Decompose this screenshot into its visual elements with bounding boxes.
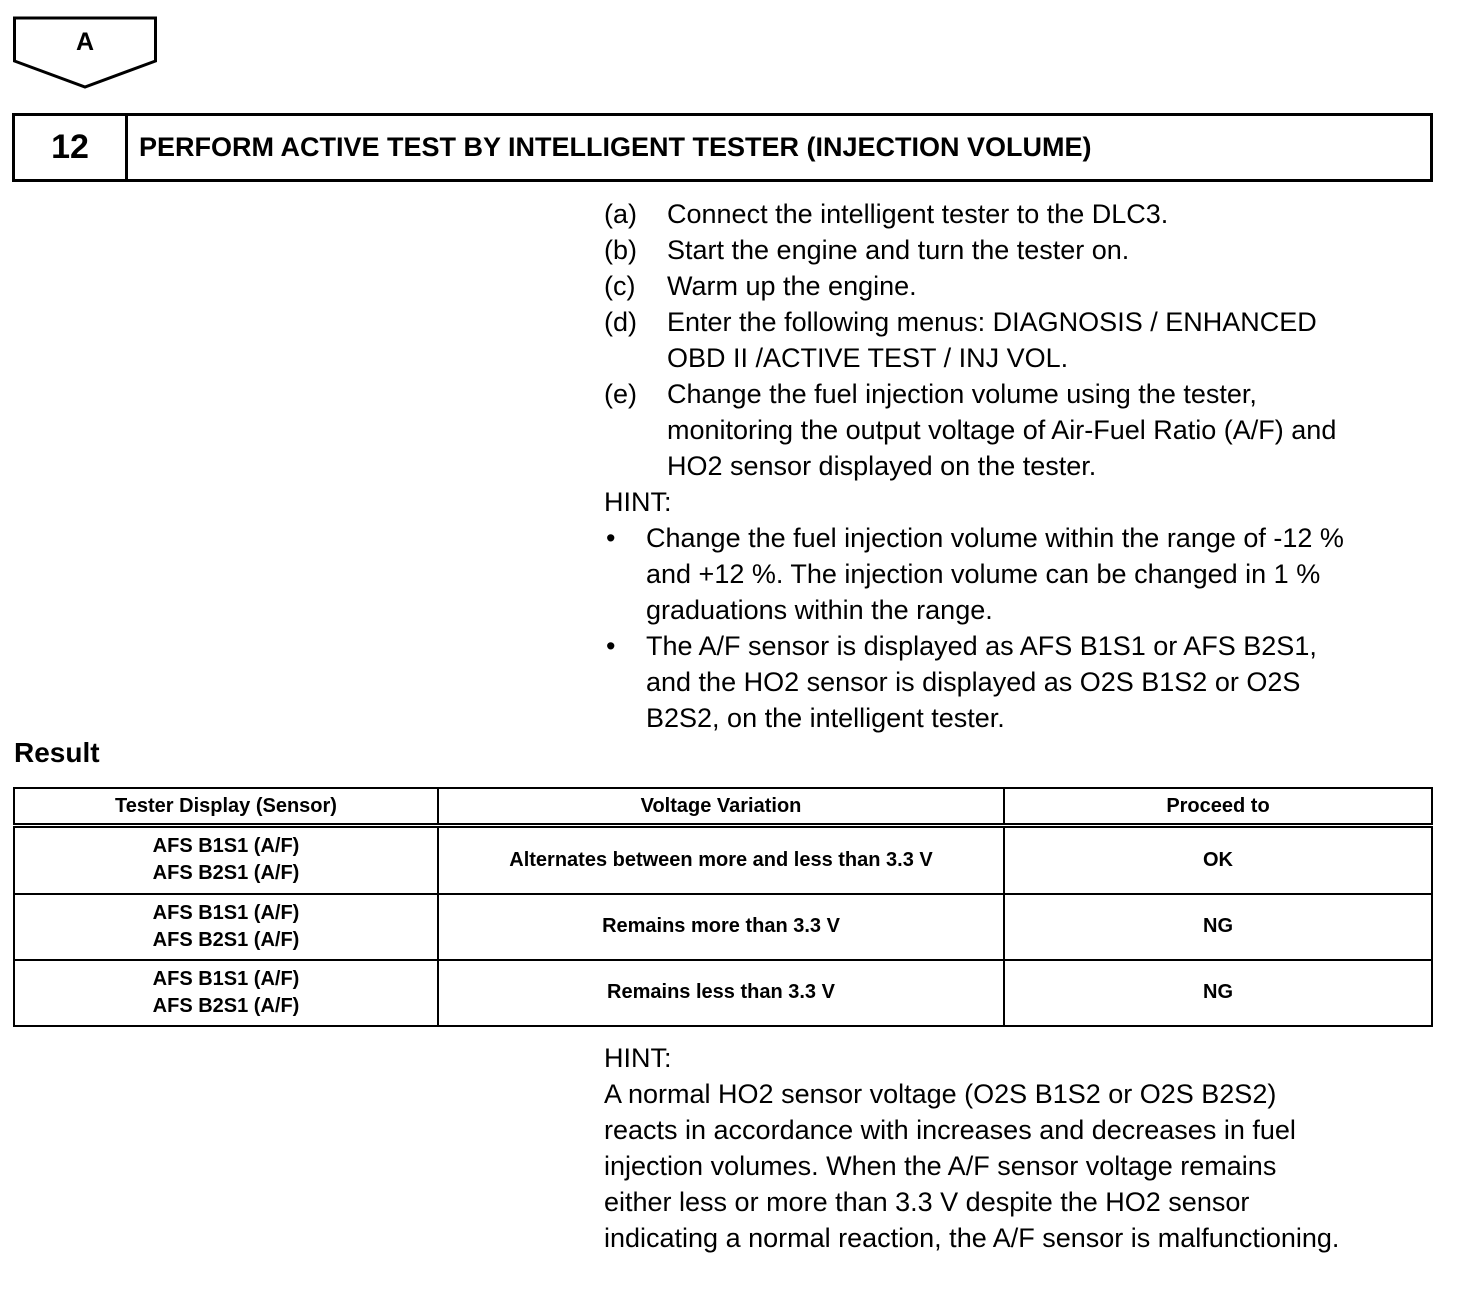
table-row bbox=[14, 960, 1432, 1026]
sensor-cell bbox=[14, 826, 438, 894]
instruction-step bbox=[604, 376, 1444, 484]
proceed-cell: NG bbox=[1004, 960, 1432, 1026]
text-line: A normal HO2 sensor voltage (O2S B1S2 or O2S B2S2) bbox=[604, 1079, 1277, 1109]
text-line: monitoring the output voltage of Air-Fuel Ratio (A/F) and bbox=[667, 415, 1337, 445]
step-text bbox=[667, 232, 1444, 268]
hint-bullet bbox=[604, 628, 1444, 736]
header-sensor: Tester Display (Sensor) bbox=[14, 788, 438, 826]
step-label: (d) bbox=[604, 307, 637, 337]
text-line: Change the fuel injection volume within the range of -12 % bbox=[646, 523, 1344, 553]
step-label: (a) bbox=[604, 199, 637, 229]
text-line: Warm up the engine. bbox=[667, 271, 917, 301]
sensor-line: AFS B1S1 (A/F) bbox=[152, 901, 300, 924]
hint-bullet bbox=[604, 520, 1444, 628]
step-number: 12 bbox=[15, 116, 128, 179]
sensor-line: AFS B2S1 (A/F) bbox=[152, 862, 300, 885]
step-label: (c) bbox=[604, 271, 636, 301]
text-line: HO2 sensor displayed on the tester. bbox=[667, 451, 1097, 481]
proceed-cell: OK bbox=[1004, 826, 1432, 894]
step-label: (b) bbox=[604, 235, 637, 265]
sensor-line: AFS B2S1 (A/F) bbox=[152, 928, 300, 951]
text-line: Connect the intelligent tester to the DLC3. bbox=[667, 199, 1169, 229]
sensor-cell bbox=[14, 894, 438, 960]
result-table bbox=[13, 787, 1433, 1027]
bullet-mark: • bbox=[606, 631, 616, 661]
text-line: and the HO2 sensor is displayed as O2S B1S2 or O2S bbox=[646, 667, 1301, 697]
hint-label: HINT: bbox=[604, 1043, 672, 1073]
proceed-cell: NG bbox=[1004, 894, 1432, 960]
step-text bbox=[667, 268, 1444, 304]
step-text bbox=[667, 196, 1444, 232]
text-line: The A/F sensor is displayed as AFS B1S1 or AFS B2S1, bbox=[646, 631, 1317, 661]
instruction-step bbox=[604, 268, 1444, 304]
hint-note bbox=[604, 1040, 1454, 1256]
bullet-mark: • bbox=[606, 523, 616, 553]
bullet-text bbox=[646, 520, 1444, 628]
instruction-step bbox=[604, 196, 1444, 232]
step-title: PERFORM ACTIVE TEST BY INTELLIGENT TESTER (INJECTION VOLUME) bbox=[139, 132, 1092, 162]
header-proceed: Proceed to bbox=[1004, 788, 1432, 826]
text-line: Start the engine and turn the tester on. bbox=[667, 235, 1130, 265]
text-line: OBD II /ACTIVE TEST / INJ VOL. bbox=[667, 343, 1069, 373]
bullet-text bbox=[646, 628, 1444, 736]
step-text bbox=[667, 376, 1444, 484]
text-line: B2S2, on the intelligent tester. bbox=[646, 703, 1005, 733]
step-label: (e) bbox=[604, 379, 637, 409]
text-line: either less or more than 3.3 V despite the HO2 sensor bbox=[604, 1187, 1250, 1217]
text-line: indicating a normal reaction, the A/F sensor is malfunctioning. bbox=[604, 1223, 1340, 1253]
header-variation: Voltage Variation bbox=[438, 788, 1004, 826]
sensor-line: AFS B1S1 (A/F) bbox=[152, 835, 300, 858]
instruction-step bbox=[604, 232, 1444, 268]
instruction-step bbox=[604, 304, 1444, 376]
flag-label: A bbox=[75, 28, 95, 56]
text-line: and +12 %. The injection volume can be changed in 1 % bbox=[646, 559, 1321, 589]
instructions bbox=[604, 196, 1444, 736]
table-row bbox=[14, 894, 1432, 960]
text-line: graduations within the range. bbox=[646, 595, 993, 625]
sensor-cell bbox=[14, 960, 438, 1026]
table-header-row bbox=[14, 788, 1432, 826]
text-line: injection volumes. When the A/F sensor voltage remains bbox=[604, 1151, 1277, 1181]
text-line: Enter the following menus: DIAGNOSIS / ENHANCED bbox=[667, 307, 1317, 337]
variation-cell: Remains less than 3.3 V bbox=[438, 960, 1004, 1026]
text-line: reacts in accordance with increases and decreases in fuel bbox=[604, 1115, 1296, 1145]
hint-label: HINT: bbox=[604, 487, 672, 517]
step-text bbox=[667, 304, 1444, 376]
text-line: Change the fuel injection volume using the tester, bbox=[667, 379, 1257, 409]
sensor-line: AFS B1S1 (A/F) bbox=[152, 967, 300, 990]
step-header bbox=[12, 113, 1433, 182]
table-row bbox=[14, 826, 1432, 894]
variation-cell: Remains more than 3.3 V bbox=[438, 894, 1004, 960]
sensor-line: AFS B2S1 (A/F) bbox=[152, 994, 300, 1017]
result-heading: Result bbox=[14, 737, 100, 768]
variation-cell: Alternates between more and less than 3.3 V bbox=[438, 826, 1004, 894]
